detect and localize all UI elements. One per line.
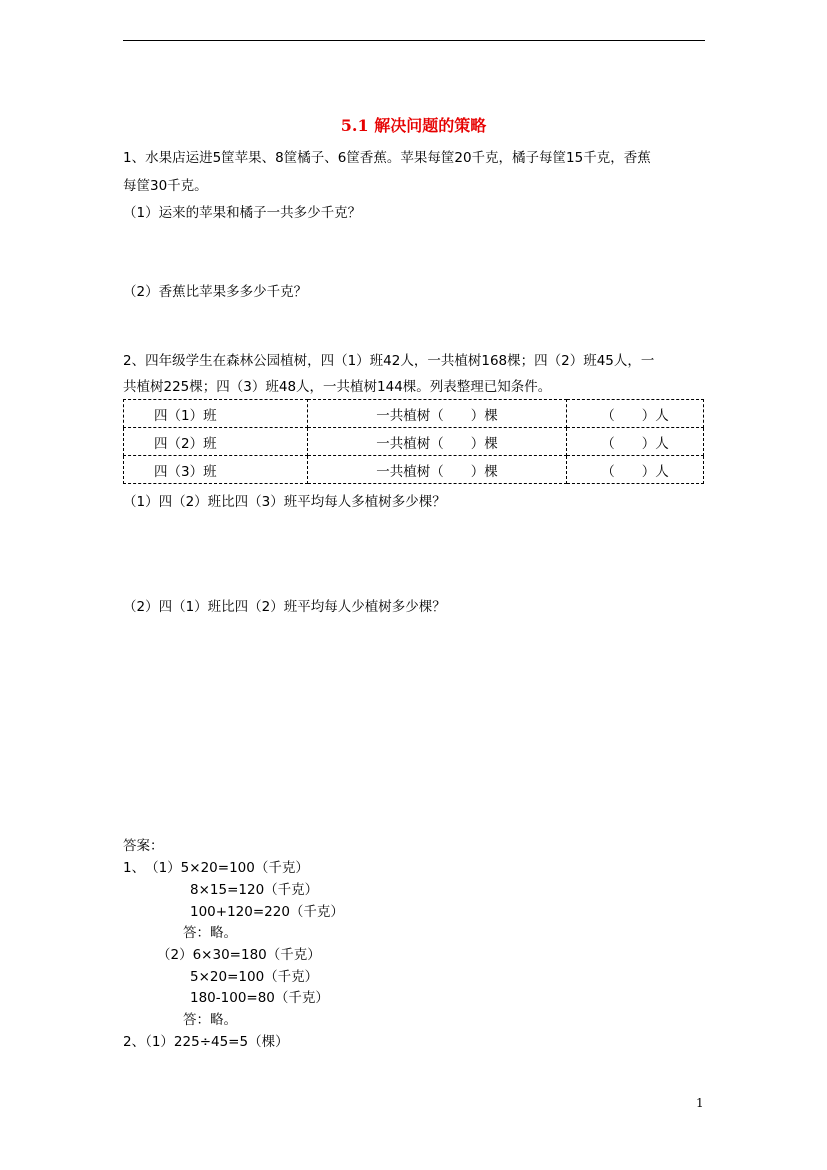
answer-line: 答：略。 (183, 1012, 237, 1028)
answer-line: （2）6×30=180（千克） (157, 947, 321, 963)
page-number: 1 (696, 1096, 704, 1110)
answer-line: 2、（1）225÷45=5（棵） (123, 1034, 289, 1050)
table-cell-trees: 一共植树（ ）棵 (308, 400, 567, 428)
answer-line: 1、 （1）5×20=100（千克） (123, 860, 309, 876)
question-1-text-line-2: 每筐30千克。 (123, 178, 208, 194)
table-cell-people: （ ）人 (567, 456, 704, 484)
answers-heading: 答案： (123, 838, 164, 854)
answer-line: 100+120=220（千克） (190, 904, 344, 920)
answer-line: 答：略。 (183, 925, 237, 941)
question-1-subquestion-1: （1）运来的苹果和橘子一共多少千克？ (123, 205, 362, 221)
question-2-text-line-1: 2、四年级学生在森林公园植树，四（1）班42人，一共植树168棵；四（2）班45人，一 (123, 353, 655, 369)
page-title: 5.1 解决问题的策略 (340, 116, 487, 135)
question-2-subquestion-1: （1）四（2）班比四（3）班平均每人多植树多少棵？ (123, 494, 446, 510)
table-row (124, 428, 704, 456)
question-2-subquestion-2: （2）四（1）班比四（2）班平均每人少植树多少棵？ (123, 599, 446, 615)
answer-line: 180-100=80（千克） (190, 990, 329, 1006)
answer-line: 8×15=120（千克） (190, 882, 319, 898)
table-cell-class: 四（2）班 (124, 428, 308, 456)
table-row (124, 456, 704, 484)
header-rule (123, 40, 705, 41)
table-cell-people: （ ）人 (567, 400, 704, 428)
table-cell-class: 四（1）班 (124, 400, 308, 428)
question-1-text-line-1: 1、水果店运进5筐苹果、8筐橘子、6筐香蕉。苹果每筐20千克，橘子每筐15千克，香蕉 (123, 150, 651, 166)
table-cell-people: （ ）人 (567, 428, 704, 456)
table-cell-trees: 一共植树（ ）棵 (308, 428, 567, 456)
table-cell-class: 四（3）班 (124, 456, 308, 484)
table-cell-trees: 一共植树（ ）棵 (308, 456, 567, 484)
table-row (124, 400, 704, 428)
question-2-text-line-2: 共植树225棵；四（3）班48人，一共植树144棵。列表整理已知条件。 (123, 379, 552, 395)
question-1-subquestion-2: （2）香蕉比苹果多多少千克？ (123, 284, 308, 300)
conditions-table (123, 399, 704, 484)
answer-line: 5×20=100（千克） (190, 969, 319, 985)
